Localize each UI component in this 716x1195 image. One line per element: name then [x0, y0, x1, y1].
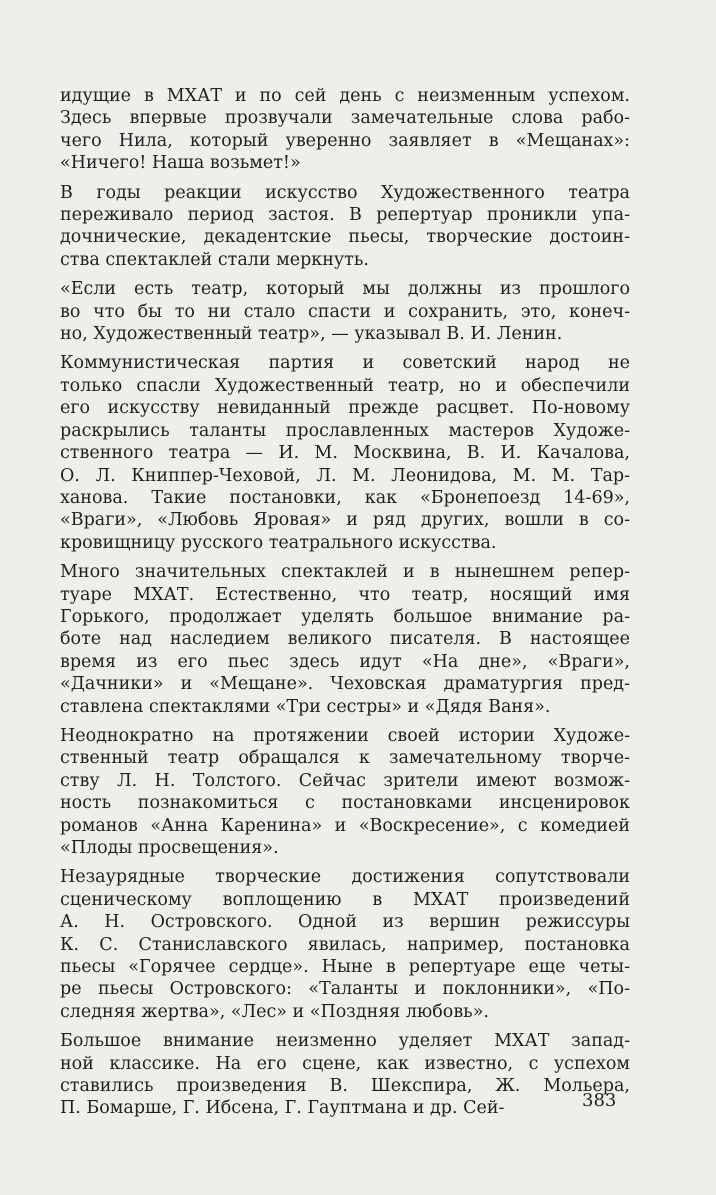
text-line: ре пьесы Островского: «Таланты и поклонники», «По- — [60, 979, 630, 1000]
text-line: переживало период застоя. В репертуар проникли упа- — [60, 205, 630, 226]
text-line: ность познакомиться с постановками инсценировок — [60, 793, 630, 814]
text-line: дочнические, декадентские пьесы, творческие достоин- — [60, 227, 630, 248]
paragraph — [60, 352, 630, 554]
text-line: «Если есть театр, который мы должны из прошлого — [60, 279, 630, 300]
paragraph — [60, 85, 630, 175]
text-line: ственного театра — И. М. Москвина, В. И. Качалова, — [60, 443, 630, 464]
text-line: Неоднократно на протяжении своей истории Художе- — [60, 725, 630, 746]
paragraph — [60, 1030, 630, 1120]
text-line: сценическому воплощению в МХАТ произведений — [60, 889, 630, 910]
text-line: Незаурядные творческие достижения сопутствовали — [60, 867, 630, 888]
text-line: Здесь впервые прозвучали замечательные слова рабо- — [60, 108, 630, 129]
text-line: только спасли Художественный театр, но и обеспечили — [60, 375, 630, 396]
text-line: ственный театр обращался к замечательному творче- — [60, 748, 630, 769]
text-line: боте над наследием великого писателя. В настоящее — [60, 629, 630, 650]
paragraph — [60, 561, 630, 718]
paragraph — [60, 278, 630, 345]
paragraph — [60, 182, 630, 272]
paragraph — [60, 725, 630, 859]
text-line: А. Н. Островского. Одной из вершин режиссуры — [60, 912, 630, 933]
text-line: Большое внимание неизменно уделяет МХАТ запад- — [60, 1031, 630, 1052]
text-line: во что бы то ни стало спасти и сохранить, это, конеч- — [60, 301, 630, 322]
text-line: К. С. Станиславского явилась, например, постановка — [60, 934, 630, 955]
text-line: следняя жертва», «Лес» и «Поздняя любовь». — [60, 1001, 489, 1022]
text-line: Коммунистическая партия и советский народ не — [60, 353, 630, 374]
text-line: туаре МХАТ. Естественно, что театр, носящий имя — [60, 584, 630, 605]
text-line: но, Художественный театр», — указывал В. И. Ленин. — [60, 324, 563, 345]
text-line: раскрылись таланты прославленных мастеров Художе- — [60, 420, 630, 441]
text-line: время из его пьес здесь идут «На дне», «Враги», — [60, 651, 630, 672]
text-line: П. Бомарше, Г. Ибсена, Г. Гауптмана и др. Сей- — [60, 1098, 505, 1119]
text-line: Горького, продолжает уделять большое внимание ра- — [60, 606, 630, 627]
text-line: Много значительных спектаклей и в нынешнем репер- — [60, 562, 630, 583]
text-line: ной классике. На его сцене, как известно, с успехом — [60, 1053, 630, 1074]
text-line: его искусству невиданный прежде расцвет. По-новому — [60, 398, 630, 419]
text-line: идущие в МХАТ и по сей день с неизменным успехом. — [60, 86, 630, 106]
text-line: О. Л. Книппер-Чеховой, Л. М. Леонидова, М. М. Тар- — [60, 465, 630, 486]
text-line: ставились произведения В. Шекспира, Ж. Мольера, — [60, 1076, 630, 1097]
text-line: кровищницу русского театрального искусства. — [60, 532, 497, 553]
paragraph — [60, 866, 630, 1023]
text-line: ставлена спектаклями «Три сестры» и «Дядя Ваня». — [60, 696, 551, 717]
text-line: ству Л. Н. Толстого. Сейчас зрители имеют возмож- — [60, 770, 630, 791]
text-line: романов «Анна Каренина» и «Воскресение», с комедией — [60, 815, 630, 836]
text-line: «Дачники» и «Мещане». Чеховская драматургия пред- — [60, 674, 630, 695]
text-line: ханова. Такие постановки, как «Бронепоезд 14-69», — [60, 487, 630, 508]
text-line: В годы реакции искусство Художественного театра — [60, 182, 630, 203]
text-line: пьесы «Горячее сердце». Ныне в репертуаре еще четы- — [60, 957, 630, 978]
text-line: ства спектаклей стали меркнуть. — [60, 249, 369, 270]
body-text — [60, 85, 630, 1127]
text-line: чего Нила, который уверенно заявляет в «Мещанах»: — [60, 130, 630, 151]
text-line: «Враги», «Любовь Яровая» и ряд других, вошли в со- — [60, 510, 630, 531]
text-line: «Ничего! Наша возьмет!» — [60, 153, 301, 174]
page-number: 383 — [582, 1090, 617, 1111]
text-line: «Плоды просвещения». — [60, 838, 279, 858]
